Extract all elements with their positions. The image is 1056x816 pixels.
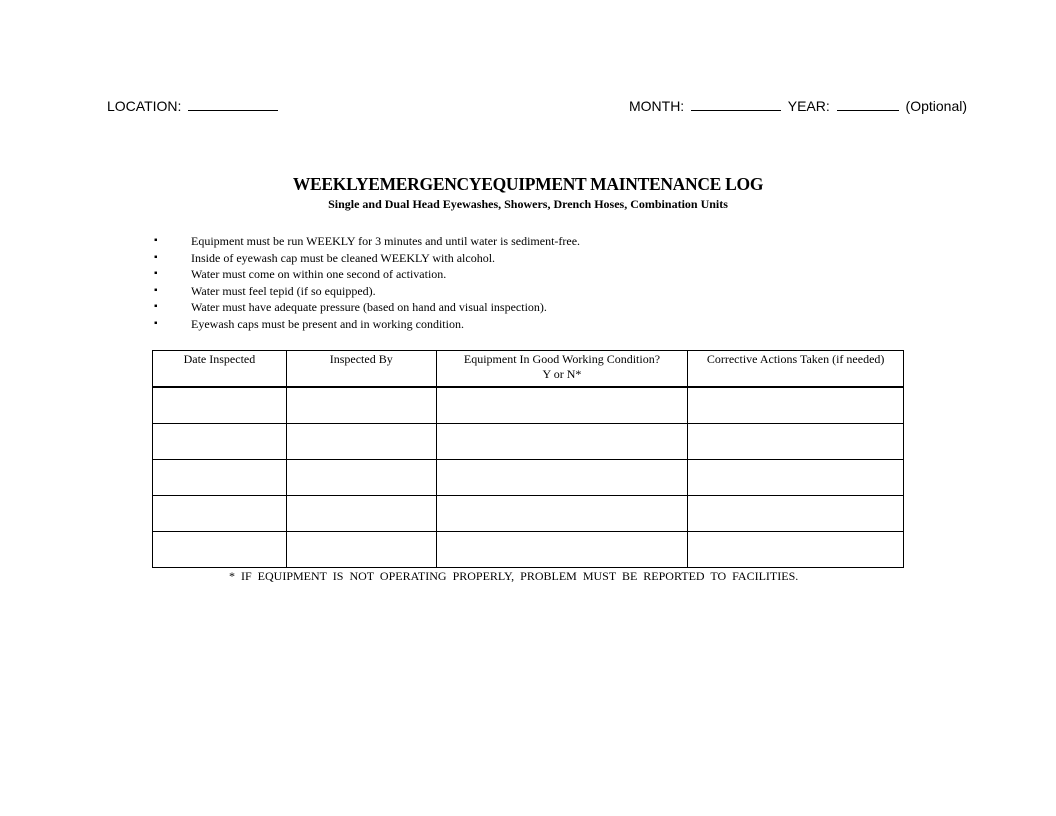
bullet-icon: ▪ <box>154 268 158 280</box>
location-label: LOCATION: <box>107 98 182 114</box>
condition-cell[interactable] <box>436 496 688 532</box>
footnote: * IF EQUIPMENT IS NOT OPERATING PROPERLY, PROBLEM MUST BE REPORTED TO FACILITIES. <box>229 569 799 583</box>
bullet-icon: ▪ <box>154 301 158 313</box>
table-row <box>153 424 904 460</box>
list-item-text: Water must have adequate pressure (based on hand and visual inspection). <box>191 300 547 315</box>
bullet-icon: ▪ <box>154 317 158 329</box>
table-row <box>153 496 904 532</box>
actions-cell[interactable] <box>688 460 904 496</box>
date-section <box>629 96 967 114</box>
page-subtitle: Single and Dual Head Eyewashes, Showers, Drench Hoses, Combination Units <box>328 197 728 211</box>
year-label: YEAR: <box>787 98 830 114</box>
col-equipment-condition-line2: Y or N* <box>542 367 582 381</box>
table-row <box>153 460 904 496</box>
date-cell[interactable] <box>153 496 287 532</box>
location-field[interactable] <box>188 96 278 111</box>
list-item <box>154 250 580 267</box>
month-label: MONTH: <box>628 98 685 114</box>
condition-cell[interactable] <box>436 424 688 460</box>
page-title: WEEKLYEMERGENCYEQUIPMENT MAINTENANCE LOG <box>292 174 764 194</box>
col-equipment-condition-line1: Equipment In Good Working Condition? <box>463 352 661 366</box>
location-section <box>107 96 281 114</box>
col-corrective-actions: Corrective Actions Taken (if needed) <box>688 351 904 388</box>
maintenance-log-table <box>152 350 904 568</box>
actions-cell[interactable] <box>688 387 904 424</box>
list-item <box>154 233 580 250</box>
list-item <box>154 266 580 283</box>
list-item <box>154 283 580 300</box>
condition-cell[interactable] <box>436 387 688 424</box>
date-cell[interactable] <box>153 424 287 460</box>
table-row <box>153 387 904 424</box>
instruction-list <box>154 233 580 333</box>
bullet-icon: ▪ <box>154 284 158 296</box>
list-item-text: Equipment must be run WEEKLY for 3 minutes and until water is sediment-free. <box>191 234 581 248</box>
condition-cell[interactable] <box>436 532 688 568</box>
inspector-cell[interactable] <box>286 496 436 532</box>
date-cell[interactable] <box>153 460 287 496</box>
col-date-inspected: Date Inspected <box>153 351 287 388</box>
inspector-cell[interactable] <box>286 387 436 424</box>
table-row <box>153 532 904 568</box>
bullet-icon: ▪ <box>154 235 158 246</box>
actions-cell[interactable] <box>688 424 904 460</box>
inspector-cell[interactable] <box>286 532 436 568</box>
list-item-text: Water must feel tepid (if so equipped). <box>191 283 376 298</box>
header-row <box>107 96 967 116</box>
list-item <box>154 316 580 333</box>
condition-cell[interactable] <box>436 460 688 496</box>
list-item-text: Water must come on within one second of activation. <box>191 267 447 282</box>
list-item-text: Eyewash caps must be present and in working condition. <box>191 316 464 331</box>
inspector-cell[interactable] <box>286 460 436 496</box>
month-field[interactable] <box>691 96 781 111</box>
date-cell[interactable] <box>153 532 287 568</box>
year-field[interactable] <box>837 96 899 111</box>
list-item-text: Inside of eyewash cap must be cleaned WEEKLY with alcohol. <box>191 250 496 265</box>
date-cell[interactable] <box>153 387 287 424</box>
col-equipment-condition <box>436 351 688 388</box>
actions-cell[interactable] <box>688 496 904 532</box>
col-inspected-by: Inspected By <box>286 351 436 388</box>
inspector-cell[interactable] <box>286 424 436 460</box>
table-header-row <box>153 351 904 388</box>
bullet-icon: ▪ <box>154 251 158 263</box>
list-item <box>154 299 580 316</box>
year-optional-note: (Optional) <box>905 98 967 114</box>
actions-cell[interactable] <box>688 532 904 568</box>
